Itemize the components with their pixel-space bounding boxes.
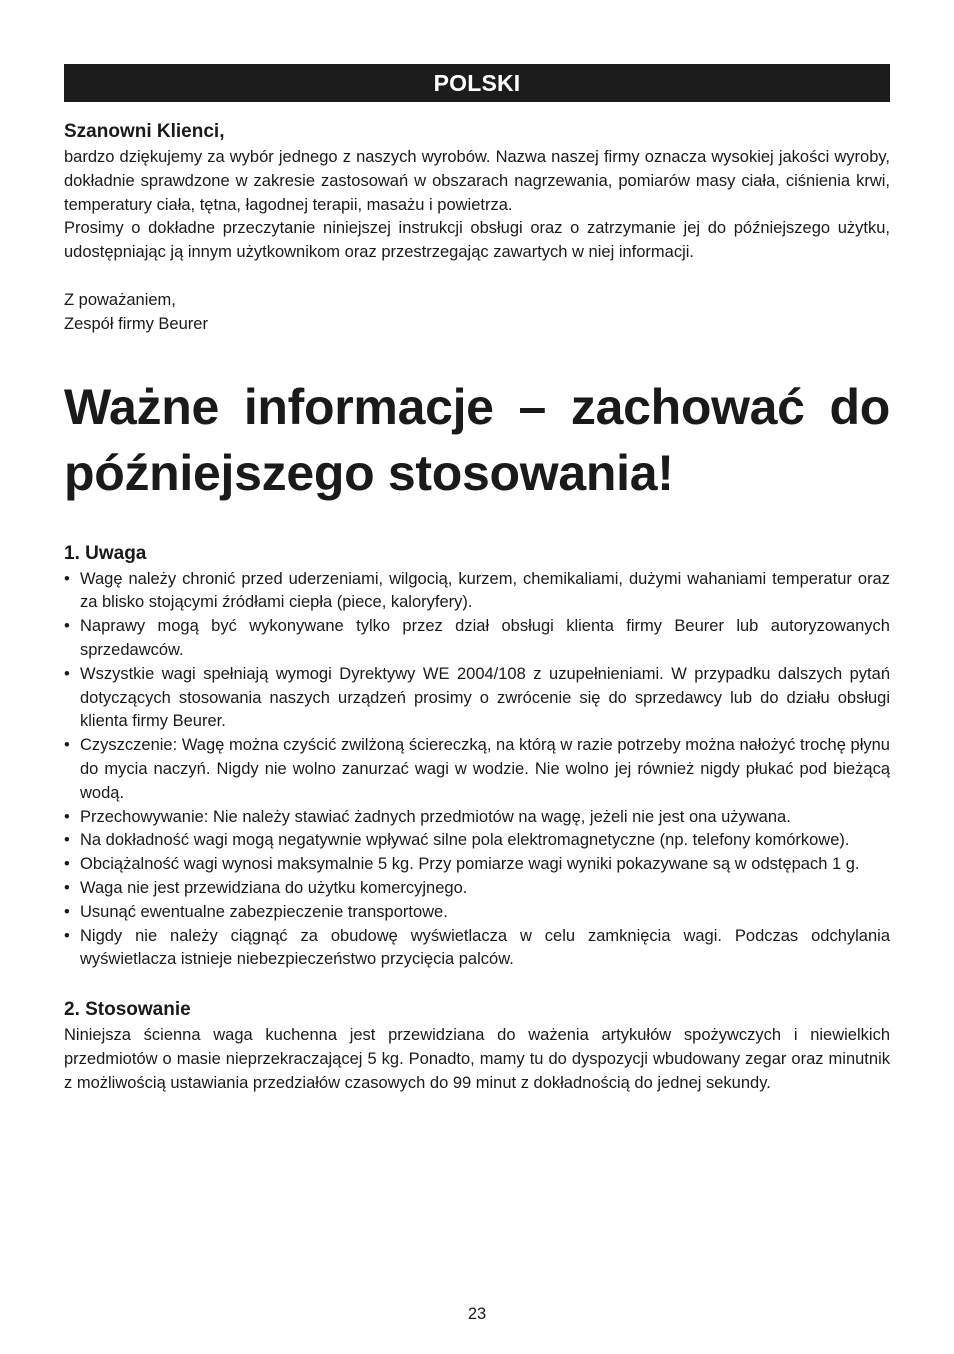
closing-line-1: Z poważaniem, — [64, 290, 176, 309]
bullet-icon: • — [64, 569, 70, 588]
bullet-icon: • — [64, 878, 70, 897]
list-item-text: Usunąć ewentualne zabezpieczenie transportowe. — [80, 902, 448, 921]
section-2-title: 2. Stosowanie — [64, 999, 191, 1021]
list-item — [64, 901, 890, 925]
list-item — [64, 615, 890, 663]
bullet-icon: • — [64, 831, 70, 850]
list-item-text: Przechowywanie: Nie należy stawiać żadnych przedmiotów na wagę, jeżeli nie jest ona używana. — [80, 807, 791, 826]
section-2-paragraph: Niniejsza ścienna waga kuchenna jest przewidziana do ważenia artykułów spożywczych i niewielkich przedmiotów o masie nieprzekraczającej 5 kg. Ponadto, mamy tu do dyspozycji wbudowany zegar oraz minutnik z możliwością ustawiania przedziałów czasowych do 99 minut z dokładnością do jednej sekundy. — [64, 1026, 890, 1092]
language-label: POLSKI — [433, 69, 521, 96]
list-item-text: Naprawy mogą być wykonywane tylko przez dział obsługi klienta firmy Beurer lub autoryzowanych sprzedawców. — [80, 617, 890, 659]
list-item — [64, 829, 890, 853]
greeting-title: Szanowni Klienci, — [64, 121, 225, 142]
list-item — [64, 568, 890, 616]
bullet-icon: • — [64, 736, 70, 755]
list-item — [64, 853, 890, 877]
closing-line-2: Zespół firmy Beurer — [64, 314, 208, 333]
bullet-icon: • — [64, 664, 70, 683]
list-item-text: Wagę należy chronić przed uderzeniami, wilgocią, kurzem, chemikaliami, dużymi wahaniami temperatur oraz za blisko stojącymi źródłami ciepła (piece, kaloryfery). — [80, 569, 890, 612]
warning-list — [64, 568, 890, 973]
list-item — [64, 877, 890, 901]
main-title: Ważne informacje – zachować do późniejszego stosowania! — [64, 378, 890, 501]
page-number: 23 — [467, 1305, 487, 1323]
list-item-text: Wszystkie wagi spełniają wymogi Dyrektywy WE 2004/108 z uzupełnieniami. W przypadku dalszych pytań dotyczących stosowania naszych urządzeń prosimy o zwrócenie się do sprzedawcy lub do działu obsługi klienta firmy Beurer. — [80, 664, 890, 731]
page-content — [64, 118, 890, 1096]
list-item — [64, 925, 890, 973]
list-item-text: Waga nie jest przewidziana do użytku komercyjnego. — [80, 878, 468, 897]
bullet-icon: • — [64, 855, 70, 874]
list-item-text: Nigdy nie należy ciągnąć za obudowę wyświetlacza w celu zamknięcia wagi. Podczas odchylania wyświetlacza istnieje niebezpieczeństwo przycięcia palców. — [80, 926, 890, 969]
section-warning — [64, 540, 890, 973]
greeting-paragraph-2: Prosimy o dokładne przeczytanie niniejszej instrukcji obsługi oraz o zatrzymanie jej do późniejszego użytku, udostępniając ją innym użytkownikom oraz przestrzegając zawartych w niej informacji. — [64, 219, 890, 262]
section-usage — [64, 996, 890, 1095]
bullet-icon: • — [64, 902, 70, 921]
language-header — [64, 64, 890, 102]
greeting-paragraph-1: bardzo dziękujemy za wybór jednego z naszych wyrobów. Nazwa naszej firmy oznacza wysokiej jakości wyroby, dokładnie sprawdzone w zakresie zastosowań w obszarach nagrzewania, pomiarów masy ciała, ciśnienia krwi, temperatury ciała, tętna, łagodnej terapii, masażu i powietrza. — [64, 148, 890, 214]
bullet-icon: • — [64, 617, 70, 636]
list-item-text: Czyszczenie: Wagę można czyścić zwilżoną ściereczką, na którą w razie potrzeby można nałożyć trochę płynu do mycia naczyń. Nigdy nie wolno zanurzać wagi w wodzie. Nie wolno jej również nigdy płukać pod bieżącą wodą. — [80, 736, 890, 802]
closing-signature — [64, 289, 890, 337]
list-item-text: Na dokładność wagi mogą negatywnie wpływać silne pola elektromagnetyczne (np. telefony komórkowe). — [80, 831, 850, 850]
list-item — [64, 806, 890, 830]
section-1-title: 1. Uwaga — [64, 542, 147, 564]
list-item — [64, 663, 890, 734]
list-item-text: Obciążalność wagi wynosi maksymalnie 5 kg. Przy pomiarze wagi wyniki pokazywane są w odstępach 1 g. — [80, 855, 860, 874]
list-item — [64, 734, 890, 805]
bullet-icon: • — [64, 926, 70, 945]
bullet-icon: • — [64, 807, 70, 826]
